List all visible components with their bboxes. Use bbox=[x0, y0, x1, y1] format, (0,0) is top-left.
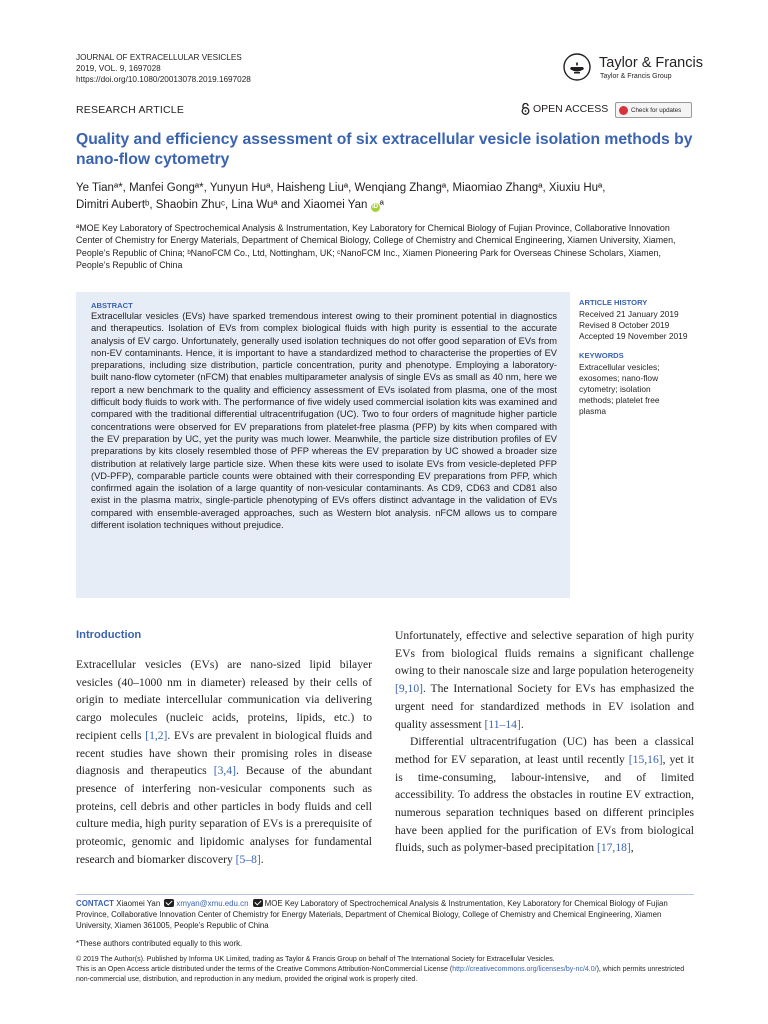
citation-link[interactable]: [5–8] bbox=[235, 852, 261, 866]
received-date: Received 21 January 2019 bbox=[579, 309, 679, 319]
contact-name: Xiaomei Yan bbox=[116, 899, 161, 908]
equal-contribution-note: *These authors contributed equally to this work. bbox=[76, 939, 243, 948]
author-affil-sup: ª bbox=[379, 199, 384, 211]
article-sidebar bbox=[579, 297, 699, 417]
body-column-left bbox=[76, 627, 372, 868]
introduction-paragraph-1: Extracellular vesicles (EVs) are nano-sized lipid bilayer vesicles (40–1000 nm in diameter) released by their cells of origin to mediate intercellular communication via delivering cargo molecules (nucleic acids, proteins, lipids, etc.) to recipient cells [1,2]. EVs are prevalent in biological fluids and recent studies have shown their promising roles in disease diagnosis and therapeutics [3,4]. Because of the abundant presence of interfering non-vesicular components such as proteins, cell debris and other particles in body fluids and cell culture media, high purity separation of EVs is a prerequisite of proteomic, genomic and lipidomic analyses for fundamental research and biomarker discovery [5–8]. bbox=[76, 658, 372, 866]
abstract-heading: ABSTRACT bbox=[91, 301, 133, 310]
citation-link[interactable]: [1,2] bbox=[145, 728, 168, 742]
article-title: Quality and efficiency assessment of six extracellular vesicle isolation methods by nano-flow cytometry bbox=[76, 131, 693, 168]
copyright-notice bbox=[76, 955, 696, 985]
journal-volume: 2019, VOL. 9, 1697028 bbox=[76, 64, 161, 73]
open-access-label: OPEN ACCESS bbox=[533, 103, 609, 115]
open-lock-icon bbox=[521, 103, 530, 115]
revised-date: Revised 8 October 2019 bbox=[579, 320, 670, 330]
affiliations: ªMOE Key Laboratory of Spectrochemical Analysis & Instrumentation, Key Laboratory for Chemical Biology of Fujian Province, Collaborative Innovation Center of Chemistry for Energy Materials, Department of Chemical Biology, College of Chemistry and Chemical Engineering, Xiamen University, Xiamen, People’s Republic of China; ᵇNanoFCM Co., Ltd, Nottingham, UK; ᶜNanoFCM Inc., Xiamen Pioneering Park for Overseas Chinese Scholars, Xiamen, People’s Republic of China bbox=[76, 223, 676, 270]
citation-link[interactable]: [17,18] bbox=[596, 841, 631, 855]
citation-link[interactable]: [3,4] bbox=[213, 764, 236, 778]
journal-header bbox=[76, 52, 251, 85]
introduction-paragraph-1-cont: Unfortunately, effective and selective separation of high purity EVs from biological fluids remains a significant challenge owing to their nanoscale size and large population heterogeneity [9,10]. The International Society for EVs has emphasized the urgent need for standardized methods in EV isolation and quality assessment [11–14]. bbox=[395, 629, 694, 731]
publisher-group: Taylor & Francis Group bbox=[600, 73, 672, 80]
keywords-line-3: cytometry; isolation bbox=[579, 384, 651, 394]
contact-footnote bbox=[76, 898, 694, 931]
publisher-name: Taylor & Francis bbox=[599, 55, 703, 71]
keywords-line-1: Extracellular vesicles; bbox=[579, 362, 660, 372]
authors-line-2-text: Dimitri Aubertᵇ, Shaobin Zhuᶜ, Lina Wuª and Xiaomei Yan bbox=[76, 199, 368, 211]
article-type: RESEARCH ARTICLE bbox=[76, 104, 185, 116]
keywords-line-4: methods; platelet free bbox=[579, 395, 660, 405]
introduction-heading: Introduction bbox=[76, 629, 142, 641]
footer-divider bbox=[76, 894, 694, 895]
taylor-francis-lamp-icon bbox=[563, 53, 591, 81]
open-access-badge bbox=[521, 103, 608, 115]
keywords-heading: KEYWORDS bbox=[579, 351, 624, 360]
address-icon bbox=[253, 899, 263, 907]
citation-link[interactable]: [15,16] bbox=[628, 752, 663, 766]
author-list bbox=[76, 180, 696, 214]
article-history-heading: ARTICLE HISTORY bbox=[579, 298, 648, 307]
accepted-date: Accepted 19 November 2019 bbox=[579, 331, 688, 341]
abstract-text: Extracellular vesicles (EVs) have sparked tremendous interest owing to their prominent potential in diagnostics and therapeutics. Isolation of EVs from complex biological fluids with high purity is essential to the accurate analysis of EV cargo. Unfortunately, generally used isolation techniques do not offer good separation of EVs from non-EV contaminants. Hence, it is important to have a standardized method to characterise the properties of EV preparations, including size distribution, particle concentration, purity and phenotype. Employing a laboratory-built nano-flow cytometer (nFCM) that enables multiparameter analysis of single EVs as small as 40 nm, here we report a new benchmark to the quality and efficiency assessment of EVs isolated from plasma, one of the most difficult body fluids to work with. The performance of five widely used commercial isolation kits was examined and compared with the traditional differential ultracentrifugation (UC). Two to four orders of magnitude higher particle concentrations were observed for EV preparations from platelet-free plasma (PFP) by kits when compared with the EV preparation by UC, yet the purity was much lower. Meanwhile, the particle size distribution profiles of EV preparations by kits closely resembled those of PFP whereas the EV preparation by UC showed a broader size distribution at relatively large particle size. When these kits were used to isolate EVs from vesicle-depleted PFP (VD-PFP), comparable particle counts were obtained with their corresponding EV preparations from PFP, which confirmed again the isolation of a large quantity of non-vesicular contaminants. As CD9, CD63 and CD81 also exist in the plasma matrix, single-particle phenotyping of EVs offers distinct advantage in the validation of EVs compared with ensemble-averaged approaches, such as Western blot analysis. nFCM allows us to compare different isolation techniques without prejudice. bbox=[91, 311, 557, 531]
keywords-line-2: exosomes; nano-flow bbox=[579, 373, 659, 383]
publisher-logo[interactable] bbox=[563, 52, 703, 86]
email-icon bbox=[164, 899, 174, 907]
doi-link[interactable]: https://doi.org/10.1080/20013078.2019.1697028 bbox=[76, 75, 251, 84]
check-for-updates-button[interactable] bbox=[615, 102, 692, 118]
crossmark-icon bbox=[619, 106, 628, 115]
authors-line-2 bbox=[76, 197, 696, 214]
introduction-paragraph-2: Differential ultracentrifugation (UC) has been a classical method for EV separation, at least until recently [15,16], yet it is time-consuming, labour-intensive, and of limited accessibility. To address the obstacles in routine EV extraction, numerous separation techniques based on different principles have been applied for the purification of EVs from biological fluids, such as polymer-based precipitation [17,18], bbox=[395, 735, 694, 855]
contact-label: CONTACT bbox=[76, 899, 114, 908]
keywords-line-5: plasma bbox=[579, 406, 606, 416]
orcid-icon[interactable]: iD bbox=[372, 204, 379, 210]
citation-link[interactable]: [9,10] bbox=[395, 682, 424, 696]
authors-line-1: Ye Tianª*, Manfei Gongª*, Yunyun Huª, Haisheng Liuª, Wenqiang Zhangª, Miaomiao Zhangª, Xiuxiu Huª, bbox=[76, 182, 606, 194]
license-statement: This is an Open Access article distributed under the terms of the Creative Commons Attribution-NonCommercial License (http://creativecommons.org/licenses/by-nc/4.0/), which permits unrestricted non-commercial use, distribution, and reproduction in any medium, provided the original work is properly cited. bbox=[76, 966, 685, 983]
check-updates-label: Check for updates bbox=[631, 106, 682, 114]
contact-address: MOE Key Laboratory of Spectrochemical Analysis & Instrumentation, Key Laboratory for Chemical Biology of Fujian Province, Collaborative Innovation Center of Chemistry for Energy Materials, Department of Chemical Biology, College of Chemistry and Chemical Engineering, Xiamen University, Xiamen 361005, People’s Republic of China bbox=[76, 899, 668, 930]
contact-email-link[interactable]: xmyan@xmu.edu.cn bbox=[176, 899, 249, 908]
copyright-line: © 2019 The Author(s). Published by Informa UK Limited, trading as Taylor & Francis Group on behalf of The International Society for Extracellular Vesicles. bbox=[76, 956, 555, 963]
body-column-right bbox=[395, 627, 694, 857]
license-link[interactable]: http://creativecommons.org/licenses/by-nc/4.0/ bbox=[452, 966, 597, 973]
journal-name: JOURNAL OF EXTRACELLULAR VESICLES bbox=[76, 53, 242, 62]
citation-link[interactable]: [11–14] bbox=[484, 717, 521, 731]
